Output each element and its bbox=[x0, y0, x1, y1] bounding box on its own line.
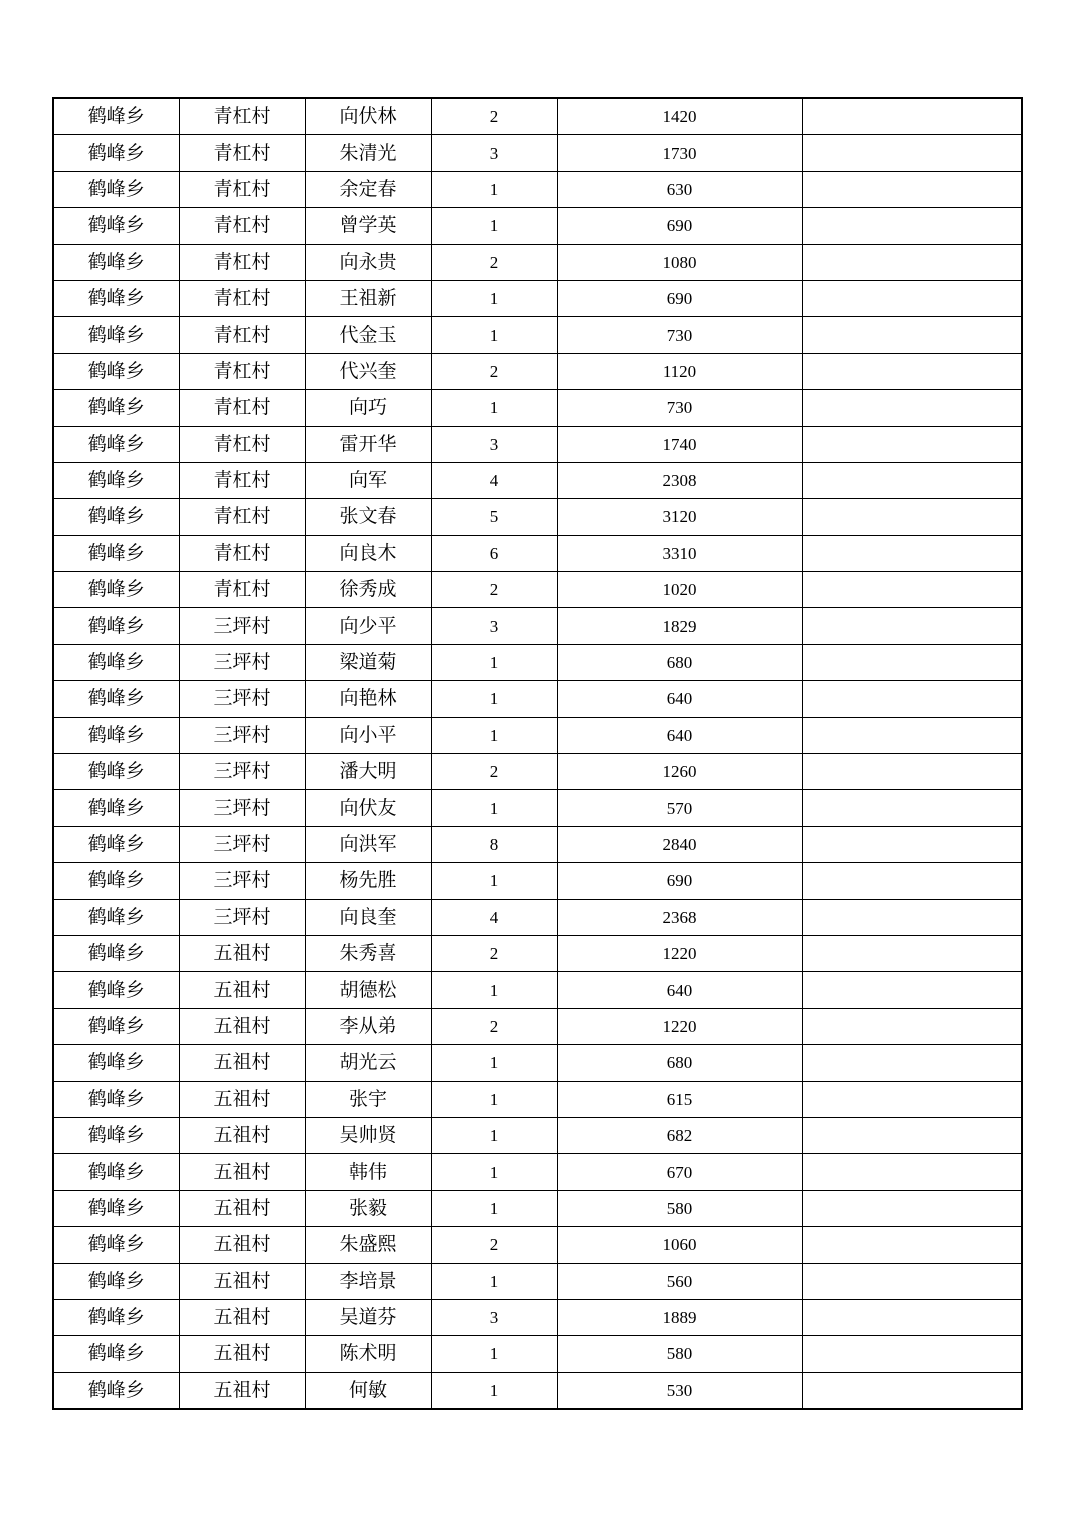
amount-cell: 2840 bbox=[557, 826, 802, 862]
village-cell: 青杠村 bbox=[179, 171, 305, 207]
amount-cell: 3310 bbox=[557, 535, 802, 571]
count-cell: 1 bbox=[431, 1081, 557, 1117]
amount-cell: 1060 bbox=[557, 1227, 802, 1263]
village-cell: 五祖村 bbox=[179, 1372, 305, 1409]
note-cell bbox=[802, 1190, 1022, 1226]
amount-cell: 690 bbox=[557, 280, 802, 316]
table-row bbox=[53, 317, 1022, 353]
count-cell: 2 bbox=[431, 98, 557, 135]
village-cell: 青杠村 bbox=[179, 572, 305, 608]
table-row bbox=[53, 1045, 1022, 1081]
note-cell bbox=[802, 1372, 1022, 1409]
township-cell: 鹤峰乡 bbox=[53, 462, 179, 498]
note-cell bbox=[802, 535, 1022, 571]
township-cell: 鹤峰乡 bbox=[53, 135, 179, 171]
note-cell bbox=[802, 499, 1022, 535]
village-cell: 青杠村 bbox=[179, 353, 305, 389]
township-cell: 鹤峰乡 bbox=[53, 499, 179, 535]
table-row bbox=[53, 280, 1022, 316]
table-row bbox=[53, 899, 1022, 935]
table-row bbox=[53, 244, 1022, 280]
township-cell: 鹤峰乡 bbox=[53, 1081, 179, 1117]
count-cell: 1 bbox=[431, 1117, 557, 1153]
count-cell: 1 bbox=[431, 863, 557, 899]
table-row bbox=[53, 972, 1022, 1008]
note-cell bbox=[802, 935, 1022, 971]
village-cell: 五祖村 bbox=[179, 1045, 305, 1081]
note-cell bbox=[802, 244, 1022, 280]
note-cell bbox=[802, 1045, 1022, 1081]
note-cell bbox=[802, 280, 1022, 316]
table-row bbox=[53, 790, 1022, 826]
count-cell: 2 bbox=[431, 1008, 557, 1044]
table-row bbox=[53, 572, 1022, 608]
count-cell: 1 bbox=[431, 1154, 557, 1190]
note-cell bbox=[802, 754, 1022, 790]
village-cell: 五祖村 bbox=[179, 1299, 305, 1335]
count-cell: 1 bbox=[431, 972, 557, 1008]
village-cell: 五祖村 bbox=[179, 1154, 305, 1190]
name-cell: 李培景 bbox=[305, 1263, 431, 1299]
village-cell: 五祖村 bbox=[179, 972, 305, 1008]
village-cell: 五祖村 bbox=[179, 1263, 305, 1299]
note-cell bbox=[802, 790, 1022, 826]
amount-cell: 640 bbox=[557, 717, 802, 753]
table-row bbox=[53, 608, 1022, 644]
table-row bbox=[53, 426, 1022, 462]
name-cell: 曾学英 bbox=[305, 208, 431, 244]
count-cell: 5 bbox=[431, 499, 557, 535]
township-cell: 鹤峰乡 bbox=[53, 754, 179, 790]
township-cell: 鹤峰乡 bbox=[53, 1372, 179, 1409]
amount-cell: 682 bbox=[557, 1117, 802, 1153]
count-cell: 2 bbox=[431, 1227, 557, 1263]
amount-cell: 690 bbox=[557, 863, 802, 899]
count-cell: 1 bbox=[431, 208, 557, 244]
count-cell: 2 bbox=[431, 572, 557, 608]
village-cell: 青杠村 bbox=[179, 135, 305, 171]
amount-cell: 690 bbox=[557, 208, 802, 244]
village-cell: 青杠村 bbox=[179, 499, 305, 535]
amount-cell: 1829 bbox=[557, 608, 802, 644]
village-cell: 五祖村 bbox=[179, 1008, 305, 1044]
name-cell: 胡德松 bbox=[305, 972, 431, 1008]
table-row bbox=[53, 1299, 1022, 1335]
name-cell: 吴道芬 bbox=[305, 1299, 431, 1335]
township-cell: 鹤峰乡 bbox=[53, 353, 179, 389]
village-cell: 五祖村 bbox=[179, 1081, 305, 1117]
name-cell: 代金玉 bbox=[305, 317, 431, 353]
name-cell: 张毅 bbox=[305, 1190, 431, 1226]
village-cell: 五祖村 bbox=[179, 1190, 305, 1226]
table-row bbox=[53, 681, 1022, 717]
note-cell bbox=[802, 681, 1022, 717]
township-cell: 鹤峰乡 bbox=[53, 935, 179, 971]
note-cell bbox=[802, 317, 1022, 353]
village-cell: 三坪村 bbox=[179, 899, 305, 935]
note-cell bbox=[802, 390, 1022, 426]
township-cell: 鹤峰乡 bbox=[53, 1008, 179, 1044]
table-row bbox=[53, 1336, 1022, 1372]
note-cell bbox=[802, 462, 1022, 498]
village-cell: 青杠村 bbox=[179, 426, 305, 462]
note-cell bbox=[802, 208, 1022, 244]
village-cell: 青杠村 bbox=[179, 317, 305, 353]
amount-cell: 1220 bbox=[557, 1008, 802, 1044]
table-row bbox=[53, 390, 1022, 426]
count-cell: 1 bbox=[431, 280, 557, 316]
note-cell bbox=[802, 899, 1022, 935]
amount-cell: 580 bbox=[557, 1190, 802, 1226]
table-row bbox=[53, 754, 1022, 790]
note-cell bbox=[802, 572, 1022, 608]
village-cell: 五祖村 bbox=[179, 1336, 305, 1372]
amount-cell: 630 bbox=[557, 171, 802, 207]
note-cell bbox=[802, 1154, 1022, 1190]
township-cell: 鹤峰乡 bbox=[53, 826, 179, 862]
amount-cell: 1260 bbox=[557, 754, 802, 790]
note-cell bbox=[802, 1081, 1022, 1117]
village-cell: 青杠村 bbox=[179, 244, 305, 280]
village-cell: 三坪村 bbox=[179, 681, 305, 717]
amount-cell: 640 bbox=[557, 681, 802, 717]
township-cell: 鹤峰乡 bbox=[53, 535, 179, 571]
count-cell: 8 bbox=[431, 826, 557, 862]
village-cell: 三坪村 bbox=[179, 790, 305, 826]
amount-cell: 1889 bbox=[557, 1299, 802, 1335]
township-cell: 鹤峰乡 bbox=[53, 863, 179, 899]
name-cell: 向良奎 bbox=[305, 899, 431, 935]
name-cell: 张文春 bbox=[305, 499, 431, 535]
note-cell bbox=[802, 135, 1022, 171]
name-cell: 向伏林 bbox=[305, 98, 431, 135]
name-cell: 朱盛熙 bbox=[305, 1227, 431, 1263]
count-cell: 3 bbox=[431, 1299, 557, 1335]
count-cell: 1 bbox=[431, 1045, 557, 1081]
amount-cell: 1740 bbox=[557, 426, 802, 462]
township-cell: 鹤峰乡 bbox=[53, 1117, 179, 1153]
amount-cell: 2368 bbox=[557, 899, 802, 935]
count-cell: 1 bbox=[431, 644, 557, 680]
count-cell: 1 bbox=[431, 1263, 557, 1299]
count-cell: 2 bbox=[431, 244, 557, 280]
village-cell: 青杠村 bbox=[179, 98, 305, 135]
village-cell: 三坪村 bbox=[179, 863, 305, 899]
note-cell bbox=[802, 98, 1022, 135]
count-cell: 3 bbox=[431, 135, 557, 171]
village-cell: 青杠村 bbox=[179, 462, 305, 498]
count-cell: 3 bbox=[431, 426, 557, 462]
amount-cell: 1120 bbox=[557, 353, 802, 389]
name-cell: 韩伟 bbox=[305, 1154, 431, 1190]
township-cell: 鹤峰乡 bbox=[53, 1154, 179, 1190]
village-cell: 三坪村 bbox=[179, 644, 305, 680]
count-cell: 1 bbox=[431, 1336, 557, 1372]
township-cell: 鹤峰乡 bbox=[53, 899, 179, 935]
count-cell: 1 bbox=[431, 1372, 557, 1409]
name-cell: 向伏友 bbox=[305, 790, 431, 826]
count-cell: 2 bbox=[431, 754, 557, 790]
name-cell: 李从弟 bbox=[305, 1008, 431, 1044]
name-cell: 朱秀喜 bbox=[305, 935, 431, 971]
count-cell: 1 bbox=[431, 317, 557, 353]
township-cell: 鹤峰乡 bbox=[53, 572, 179, 608]
township-cell: 鹤峰乡 bbox=[53, 1045, 179, 1081]
amount-cell: 1420 bbox=[557, 98, 802, 135]
township-cell: 鹤峰乡 bbox=[53, 681, 179, 717]
name-cell: 王祖新 bbox=[305, 280, 431, 316]
count-cell: 2 bbox=[431, 353, 557, 389]
table-row bbox=[53, 499, 1022, 535]
note-cell bbox=[802, 1117, 1022, 1153]
amount-cell: 640 bbox=[557, 972, 802, 1008]
name-cell: 代兴奎 bbox=[305, 353, 431, 389]
amount-cell: 3120 bbox=[557, 499, 802, 535]
township-cell: 鹤峰乡 bbox=[53, 208, 179, 244]
table-row bbox=[53, 717, 1022, 753]
count-cell: 1 bbox=[431, 171, 557, 207]
note-cell bbox=[802, 353, 1022, 389]
table-row bbox=[53, 353, 1022, 389]
note-cell bbox=[802, 1299, 1022, 1335]
amount-cell: 730 bbox=[557, 390, 802, 426]
table-row bbox=[53, 462, 1022, 498]
name-cell: 潘大明 bbox=[305, 754, 431, 790]
table-row bbox=[53, 863, 1022, 899]
count-cell: 4 bbox=[431, 462, 557, 498]
table-row bbox=[53, 1154, 1022, 1190]
amount-cell: 615 bbox=[557, 1081, 802, 1117]
table-row bbox=[53, 644, 1022, 680]
name-cell: 向少平 bbox=[305, 608, 431, 644]
village-cell: 五祖村 bbox=[179, 1117, 305, 1153]
note-cell bbox=[802, 1263, 1022, 1299]
count-cell: 2 bbox=[431, 935, 557, 971]
count-cell: 1 bbox=[431, 790, 557, 826]
village-cell: 三坪村 bbox=[179, 754, 305, 790]
note-cell bbox=[802, 1336, 1022, 1372]
amount-cell: 560 bbox=[557, 1263, 802, 1299]
count-cell: 3 bbox=[431, 608, 557, 644]
note-cell bbox=[802, 863, 1022, 899]
note-cell bbox=[802, 608, 1022, 644]
amount-cell: 1220 bbox=[557, 935, 802, 971]
township-cell: 鹤峰乡 bbox=[53, 1190, 179, 1226]
township-cell: 鹤峰乡 bbox=[53, 171, 179, 207]
count-cell: 1 bbox=[431, 681, 557, 717]
village-cell: 三坪村 bbox=[179, 717, 305, 753]
table-row bbox=[53, 1372, 1022, 1409]
township-cell: 鹤峰乡 bbox=[53, 972, 179, 1008]
township-cell: 鹤峰乡 bbox=[53, 317, 179, 353]
amount-cell: 570 bbox=[557, 790, 802, 826]
table-row bbox=[53, 1227, 1022, 1263]
village-cell: 青杠村 bbox=[179, 535, 305, 571]
table-row bbox=[53, 826, 1022, 862]
amount-cell: 680 bbox=[557, 1045, 802, 1081]
amount-cell: 2308 bbox=[557, 462, 802, 498]
table-body bbox=[53, 98, 1022, 1409]
name-cell: 胡光云 bbox=[305, 1045, 431, 1081]
table-row bbox=[53, 1008, 1022, 1044]
table-row bbox=[53, 1081, 1022, 1117]
table-row bbox=[53, 208, 1022, 244]
township-cell: 鹤峰乡 bbox=[53, 390, 179, 426]
amount-cell: 530 bbox=[557, 1372, 802, 1409]
township-cell: 鹤峰乡 bbox=[53, 644, 179, 680]
village-cell: 青杠村 bbox=[179, 280, 305, 316]
name-cell: 向小平 bbox=[305, 717, 431, 753]
amount-cell: 670 bbox=[557, 1154, 802, 1190]
amount-cell: 580 bbox=[557, 1336, 802, 1372]
count-cell: 4 bbox=[431, 899, 557, 935]
township-cell: 鹤峰乡 bbox=[53, 1263, 179, 1299]
amount-cell: 1020 bbox=[557, 572, 802, 608]
table-row bbox=[53, 1117, 1022, 1153]
name-cell: 何敏 bbox=[305, 1372, 431, 1409]
name-cell: 向军 bbox=[305, 462, 431, 498]
count-cell: 1 bbox=[431, 390, 557, 426]
township-cell: 鹤峰乡 bbox=[53, 790, 179, 826]
note-cell bbox=[802, 426, 1022, 462]
township-cell: 鹤峰乡 bbox=[53, 717, 179, 753]
count-cell: 1 bbox=[431, 717, 557, 753]
name-cell: 向巧 bbox=[305, 390, 431, 426]
document-sheet bbox=[52, 97, 1021, 1410]
data-table bbox=[52, 97, 1023, 1410]
count-cell: 6 bbox=[431, 535, 557, 571]
name-cell: 余定春 bbox=[305, 171, 431, 207]
township-cell: 鹤峰乡 bbox=[53, 608, 179, 644]
count-cell: 1 bbox=[431, 1190, 557, 1226]
note-cell bbox=[802, 717, 1022, 753]
name-cell: 吴帅贤 bbox=[305, 1117, 431, 1153]
name-cell: 向永贵 bbox=[305, 244, 431, 280]
note-cell bbox=[802, 644, 1022, 680]
note-cell bbox=[802, 1008, 1022, 1044]
name-cell: 梁道菊 bbox=[305, 644, 431, 680]
table-row bbox=[53, 135, 1022, 171]
township-cell: 鹤峰乡 bbox=[53, 1227, 179, 1263]
name-cell: 朱清光 bbox=[305, 135, 431, 171]
name-cell: 向洪军 bbox=[305, 826, 431, 862]
amount-cell: 1080 bbox=[557, 244, 802, 280]
village-cell: 青杠村 bbox=[179, 208, 305, 244]
note-cell bbox=[802, 826, 1022, 862]
name-cell: 雷开华 bbox=[305, 426, 431, 462]
table-row bbox=[53, 535, 1022, 571]
village-cell: 五祖村 bbox=[179, 1227, 305, 1263]
township-cell: 鹤峰乡 bbox=[53, 244, 179, 280]
name-cell: 杨先胜 bbox=[305, 863, 431, 899]
township-cell: 鹤峰乡 bbox=[53, 280, 179, 316]
amount-cell: 730 bbox=[557, 317, 802, 353]
amount-cell: 1730 bbox=[557, 135, 802, 171]
name-cell: 陈术明 bbox=[305, 1336, 431, 1372]
name-cell: 向艳林 bbox=[305, 681, 431, 717]
table-row bbox=[53, 171, 1022, 207]
village-cell: 三坪村 bbox=[179, 826, 305, 862]
table-row bbox=[53, 1263, 1022, 1299]
township-cell: 鹤峰乡 bbox=[53, 426, 179, 462]
village-cell: 三坪村 bbox=[179, 608, 305, 644]
table-row bbox=[53, 98, 1022, 135]
township-cell: 鹤峰乡 bbox=[53, 98, 179, 135]
township-cell: 鹤峰乡 bbox=[53, 1336, 179, 1372]
township-cell: 鹤峰乡 bbox=[53, 1299, 179, 1335]
table-row bbox=[53, 935, 1022, 971]
table-row bbox=[53, 1190, 1022, 1226]
name-cell: 张宇 bbox=[305, 1081, 431, 1117]
village-cell: 青杠村 bbox=[179, 390, 305, 426]
village-cell: 五祖村 bbox=[179, 935, 305, 971]
note-cell bbox=[802, 171, 1022, 207]
note-cell bbox=[802, 1227, 1022, 1263]
name-cell: 徐秀成 bbox=[305, 572, 431, 608]
name-cell: 向良木 bbox=[305, 535, 431, 571]
amount-cell: 680 bbox=[557, 644, 802, 680]
note-cell bbox=[802, 972, 1022, 1008]
